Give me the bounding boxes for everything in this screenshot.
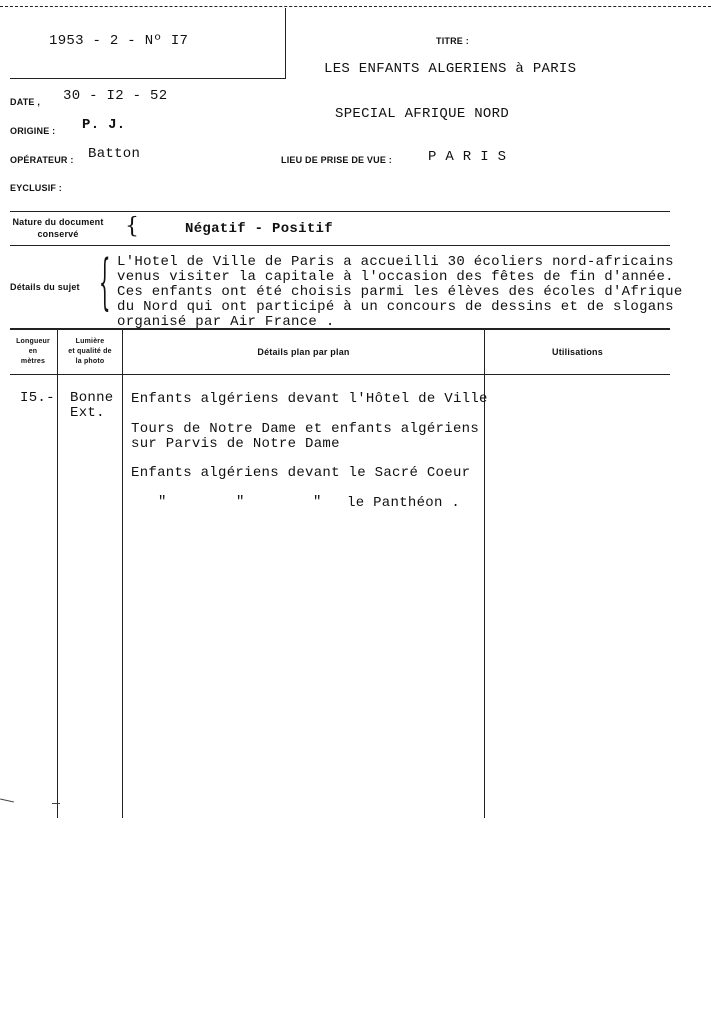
ref-number: 1953 - 2 - Nº I7 [49, 33, 189, 49]
table-top-rule [10, 328, 670, 330]
exclusif-label: EYCLUSIF : [10, 183, 63, 193]
ditto-mark-2: " [236, 494, 245, 510]
nature-label-line2: conservé [37, 229, 79, 239]
sujet-line-4: du Nord qui ont participé à un concours de dessins et de slogans [117, 299, 674, 315]
ditto-mark-3: " [313, 494, 322, 510]
header-longueur-2: en [28, 348, 38, 355]
sujet-line-2: venus visiter la capitale à l'occasion des fêtes de fin d'année. [117, 269, 674, 285]
table-header-rule [10, 374, 670, 375]
row-lumiere-1: Bonne [70, 390, 114, 406]
header-box-divider [285, 8, 286, 79]
document-title: LES ENFANTS ALGERIENS à PARIS [324, 61, 577, 77]
header-longueur-3: mètres [20, 358, 46, 365]
header-lumiere [58, 337, 122, 367]
nature-bottom-rule [10, 245, 670, 246]
operateur-value: Batton [88, 146, 141, 162]
header-longueur [10, 337, 56, 367]
col-divider-1 [57, 328, 58, 818]
nature-value: Négatif - Positif [185, 221, 333, 237]
sujet-line-3: Ces enfants ont été choisis parmi les élèves des écoles d'Afrique [117, 284, 683, 300]
header-lumiere-2: et qualité de [68, 348, 112, 355]
header-lumiere-1: Lumière [75, 338, 105, 345]
col-divider-2 [122, 328, 123, 818]
lieu-value: P A R I S [428, 149, 507, 165]
header-box-bottom [10, 78, 286, 79]
titre-label: TITRE : [436, 36, 469, 46]
sujet-brace: { [99, 247, 111, 317]
origine-label: ORIGINE : [10, 126, 56, 136]
header-details: Détails plan par plan [257, 347, 350, 357]
nature-top-rule [10, 211, 670, 212]
lieu-label: LIEU DE PRISE DE VUE : [281, 155, 392, 165]
origine-value: P. J. [82, 117, 126, 133]
header-lumiere-3: la photo [75, 358, 105, 365]
date-value: 30 - I2 - 52 [63, 88, 168, 104]
scan-mark-small [52, 803, 60, 804]
nature-label [6, 216, 110, 240]
detail-line-5: le Panthéon . [347, 495, 461, 511]
sujet-line-5: organisé par Air France . [117, 314, 335, 330]
operateur-label: OPÉRATEUR : [10, 155, 74, 165]
row-longueur: I5.- [20, 390, 55, 406]
top-edge-line [0, 6, 711, 7]
detail-line-1: Enfants algériens devant l'Hôtel de Ville [131, 391, 488, 407]
detail-line-3: sur Parvis de Notre Dame [131, 436, 340, 452]
header-utilisations: Utilisations [552, 347, 603, 357]
sujet-line-1: L'Hotel de Ville de Paris a accueilli 30 écoliers nord-africains [117, 254, 674, 270]
detail-line-2: Tours de Notre Dame et enfants algériens [131, 421, 480, 437]
row-lumiere-2: Ext. [70, 405, 105, 421]
nature-label-line1: Nature du document [12, 217, 104, 227]
nature-brace: { [125, 214, 139, 239]
document-subtitle: SPECIAL AFRIQUE NORD [335, 106, 510, 122]
detail-line-4: Enfants algériens devant le Sacré Coeur [131, 465, 471, 481]
sujet-label: Détails du sujet [10, 282, 80, 292]
scan-mark-left [0, 799, 14, 803]
header-longueur-1: Longueur [16, 338, 50, 345]
date-label: DATE , [10, 97, 41, 107]
ditto-mark-1: " [158, 494, 167, 510]
